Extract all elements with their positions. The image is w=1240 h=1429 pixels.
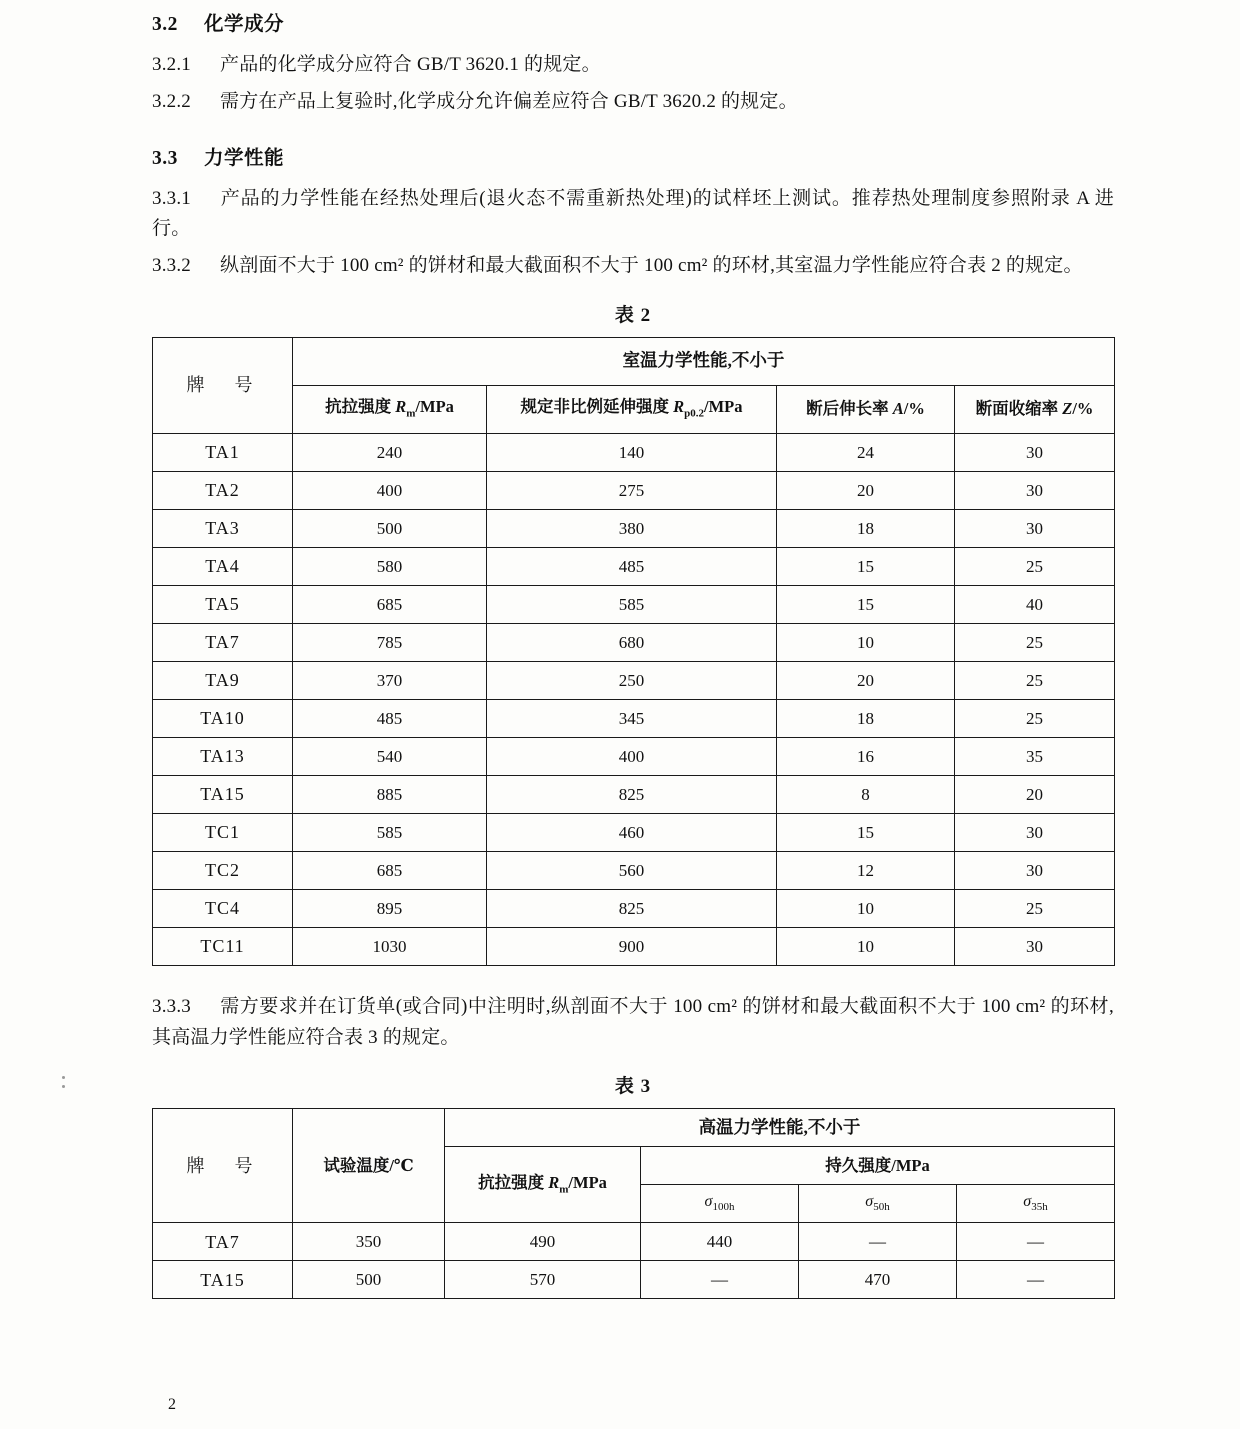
cell-grade: TA15 <box>153 1261 293 1299</box>
cell-rp02: 485 <box>487 547 777 585</box>
paragraph-text: 产品的化学成分应符合 GB/T 3620.1 的规定。 <box>220 54 601 75</box>
cell-rp02: 585 <box>487 585 777 623</box>
table3-col-brand: 牌 号 <box>153 1109 293 1223</box>
paragraph-text: 纵剖面不大于 100 cm² 的饼材和最大截面积不大于 100 cm² 的环材,其室温力学性能应符合表 2 的规定。 <box>220 255 1083 277</box>
table2-header-row-2 <box>153 385 1115 433</box>
cell-a: 8 <box>777 775 955 813</box>
cell-z: 25 <box>955 699 1115 737</box>
cell-grade: TC11 <box>153 927 293 965</box>
cell-a: 18 <box>777 699 955 737</box>
cell-grade: TA7 <box>153 1223 293 1261</box>
table-row <box>153 585 1115 623</box>
paragraph-number: 3.2.1 <box>152 54 191 75</box>
cell-z: 30 <box>955 927 1115 965</box>
cell-sigma-50h: — <box>799 1223 957 1261</box>
paragraph-number: 3.3.3 <box>152 995 191 1017</box>
cell-grade: TC1 <box>153 813 293 851</box>
cell-z: 25 <box>955 661 1115 699</box>
table-row <box>153 851 1115 889</box>
table2-group-header: 室温力学性能,不小于 <box>293 337 1115 385</box>
cell-rm: 785 <box>293 623 487 661</box>
paragraph-number: 3.3.1 <box>152 187 191 209</box>
table2-header-row-1 <box>153 337 1115 385</box>
cell-rp02: 345 <box>487 699 777 737</box>
section-title: 化学成分 <box>204 14 285 35</box>
table-row <box>153 927 1115 965</box>
cell-rp02: 275 <box>487 471 777 509</box>
cell-z: 30 <box>955 813 1115 851</box>
cell-rm: 540 <box>293 737 487 775</box>
paragraph-text: 需方在产品上复验时,化学成分允许偏差应符合 GB/T 3620.2 的规定。 <box>220 90 798 112</box>
paragraph-text: 需方要求并在订货单(或合同)中注明时,纵剖面不大于 100 cm² 的饼材和最大截面积不大于 100 cm² 的环材,其高温力学性能应符合表 3 的规定。 <box>152 995 1114 1048</box>
cell-z: 30 <box>955 509 1115 547</box>
cell-grade: TC2 <box>153 851 293 889</box>
paragraph-number: 3.3.2 <box>152 255 191 277</box>
cell-rm: 580 <box>293 547 487 585</box>
cell-z: 20 <box>955 775 1115 813</box>
cell-grade: TA7 <box>153 623 293 661</box>
paragraph-3-2-2 <box>152 87 1114 118</box>
table-row <box>153 623 1115 661</box>
cell-grade: TA15 <box>153 775 293 813</box>
cell-grade: TC4 <box>153 889 293 927</box>
cell-sigma-100h: 440 <box>641 1223 799 1261</box>
paragraph-3-3-1 <box>152 184 1114 246</box>
cell-rp02: 140 <box>487 433 777 471</box>
cell-rm: 370 <box>293 661 487 699</box>
page-content <box>152 8 1114 1299</box>
cell-rp02: 680 <box>487 623 777 661</box>
cell-rm: 570 <box>445 1261 641 1299</box>
cell-z: 40 <box>955 585 1115 623</box>
table-row <box>153 699 1115 737</box>
cell-rm: 585 <box>293 813 487 851</box>
section-heading-3-3 <box>152 142 1114 170</box>
cell-rp02: 380 <box>487 509 777 547</box>
table3-group-header: 高温力学性能,不小于 <box>445 1109 1115 1147</box>
cell-rp02: 825 <box>487 775 777 813</box>
cell-rm: 685 <box>293 585 487 623</box>
cell-rp02: 460 <box>487 813 777 851</box>
cell-rp02: 825 <box>487 889 777 927</box>
cell-rp02: 400 <box>487 737 777 775</box>
page-number: 2 <box>168 1396 176 1413</box>
cell-sigma-100h: — <box>641 1261 799 1299</box>
table-2 <box>152 337 1115 966</box>
paragraph-3-3-2 <box>152 251 1114 282</box>
cell-a: 15 <box>777 813 955 851</box>
table-row <box>153 661 1115 699</box>
section-heading-3-2 <box>152 8 1114 36</box>
cell-z: 25 <box>955 547 1115 585</box>
table3-col-sigma-50h: $\sigma_{50h}$ <box>799 1185 957 1223</box>
cell-sigma-50h: 470 <box>799 1261 957 1299</box>
section-number: 3.3 <box>152 147 178 169</box>
table2-col-brand: 牌 号 <box>153 337 293 433</box>
cell-a: 20 <box>777 471 955 509</box>
paragraph-text: 产品的力学性能在经热处理后(退火态不需重新热处理)的试样坯上测试。推荐热处理制度参照附录 A 进行。 <box>152 187 1114 240</box>
cell-rm: 240 <box>293 433 487 471</box>
table-row <box>153 1223 1115 1261</box>
scan-artifact-dot <box>62 1085 65 1088</box>
cell-rm: 400 <box>293 471 487 509</box>
table3-col-endurance: 持久强度/MPa <box>641 1147 1115 1185</box>
cell-rm: 885 <box>293 775 487 813</box>
cell-rm: 500 <box>293 509 487 547</box>
table-row <box>153 547 1115 585</box>
cell-grade: TA4 <box>153 547 293 585</box>
table2-col-rp02: 规定非比例延伸强度 $R_{p0.2}$/MPa <box>487 385 777 433</box>
cell-grade: TA13 <box>153 737 293 775</box>
cell-grade: TA2 <box>153 471 293 509</box>
table3-col-sigma-35h: $\sigma_{35h}$ <box>957 1185 1115 1223</box>
table3-col-rm: 抗拉强度 $R_m$/MPa <box>445 1147 641 1223</box>
cell-grade: TA1 <box>153 433 293 471</box>
table-row <box>153 775 1115 813</box>
cell-grade: TA3 <box>153 509 293 547</box>
cell-rm: 895 <box>293 889 487 927</box>
section-number: 3.2 <box>152 14 178 35</box>
cell-rp02: 250 <box>487 661 777 699</box>
cell-z: 30 <box>955 433 1115 471</box>
cell-a: 20 <box>777 661 955 699</box>
cell-rp02: 560 <box>487 851 777 889</box>
cell-temp: 350 <box>293 1223 445 1261</box>
table3-col-temp: 试验温度/℃ <box>293 1109 445 1223</box>
scan-artifact-dot <box>62 1076 65 1079</box>
table3-col-sigma-100h: $\sigma_{100h}$ <box>641 1185 799 1223</box>
cell-rm: 685 <box>293 851 487 889</box>
table-row <box>153 471 1115 509</box>
cell-a: 16 <box>777 737 955 775</box>
cell-temp: 500 <box>293 1261 445 1299</box>
cell-rp02: 900 <box>487 927 777 965</box>
table-row <box>153 813 1115 851</box>
table-row <box>153 509 1115 547</box>
cell-grade: TA10 <box>153 699 293 737</box>
cell-sigma-35h: — <box>957 1261 1115 1299</box>
cell-a: 18 <box>777 509 955 547</box>
cell-a: 15 <box>777 547 955 585</box>
cell-a: 24 <box>777 433 955 471</box>
table-row <box>153 1261 1115 1299</box>
cell-a: 10 <box>777 889 955 927</box>
cell-a: 12 <box>777 851 955 889</box>
cell-z: 30 <box>955 471 1115 509</box>
cell-sigma-35h: — <box>957 1223 1115 1261</box>
table-row <box>153 889 1115 927</box>
section-title: 力学性能 <box>204 147 285 169</box>
table-row <box>153 433 1115 471</box>
table-row <box>153 737 1115 775</box>
cell-a: 15 <box>777 585 955 623</box>
cell-rm: 490 <box>445 1223 641 1261</box>
table3-caption: 表 3 <box>614 1076 652 1098</box>
cell-rm: 485 <box>293 699 487 737</box>
cell-grade: TA5 <box>153 585 293 623</box>
table2-col-a: 断后伸长率 A/% <box>777 385 955 433</box>
cell-a: 10 <box>777 623 955 661</box>
paragraph-number: 3.2.2 <box>152 90 191 112</box>
cell-grade: TA9 <box>153 661 293 699</box>
cell-z: 25 <box>955 623 1115 661</box>
paragraph-3-3-3 <box>152 992 1114 1054</box>
cell-z: 35 <box>955 737 1115 775</box>
table3-header-row-1 <box>153 1109 1115 1147</box>
cell-a: 10 <box>777 927 955 965</box>
table2-caption: 表 2 <box>614 304 652 326</box>
cell-z: 30 <box>955 851 1115 889</box>
cell-z: 25 <box>955 889 1115 927</box>
table2-col-z: 断面收缩率 Z/% <box>955 385 1115 433</box>
table2-col-rm: 抗拉强度 $R_m$/MPa <box>293 385 487 433</box>
paragraph-3-2-1 <box>152 50 1114 81</box>
cell-rm: 1030 <box>293 927 487 965</box>
table-3 <box>152 1108 1115 1299</box>
